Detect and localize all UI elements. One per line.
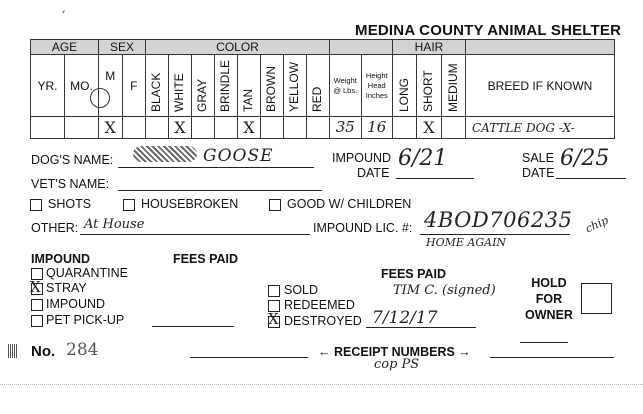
hair-short-col: SHORT <box>417 55 441 117</box>
impound-lic-label: IMPOUND LIC. #: <box>313 221 413 235</box>
impound-label: IMPOUND <box>46 297 106 311</box>
fees-paid-underline <box>152 326 234 327</box>
vets-name-label: VET'S NAME: <box>31 177 110 191</box>
other-label: OTHER: <box>31 221 79 235</box>
entry-brindle <box>215 117 238 139</box>
weight-height-header-space <box>330 40 393 55</box>
f-col: F <box>122 55 146 117</box>
impound-lic-underline <box>420 234 570 235</box>
other-underline <box>80 234 310 235</box>
entry-mo <box>65 117 99 139</box>
entry-tan: X <box>238 117 261 139</box>
animal-description-table <box>30 39 615 139</box>
number-value: 284 <box>66 340 99 360</box>
color-yellow-col: YELLOW <box>284 55 307 117</box>
sale-date-value: 6/25 <box>560 146 610 171</box>
sale-date-label-1: SALE <box>522 151 554 165</box>
redeemed-label: REDEEMED <box>284 298 355 312</box>
entry-yellow <box>284 117 307 139</box>
quarantine-label: QUARANTINE <box>46 266 128 280</box>
color-black-col: BLACK <box>146 55 169 117</box>
entry-black <box>146 117 169 139</box>
entry-breed: CATTLE DOG -X- <box>466 117 615 139</box>
entry-gray <box>192 117 215 139</box>
impound-date-label-1: IMPOUND <box>332 151 392 165</box>
impound-section-title: IMPOUND <box>31 252 91 266</box>
color-header: COLOR <box>146 40 330 55</box>
entry-white: X <box>169 117 192 139</box>
color-gray-col: GRAY <box>192 55 215 117</box>
shots-label: SHOTS <box>48 197 92 211</box>
hold-for-owner-label: HOLD FOR OWNER <box>525 276 573 322</box>
destroyed-label: DESTROYED <box>284 314 362 328</box>
vets-name-underline <box>118 190 322 191</box>
entry-height: 16 <box>361 117 393 139</box>
other-value: At House <box>84 217 145 232</box>
dog-name-label: DOG'S NAME: <box>31 153 114 167</box>
entry-short: X <box>417 117 441 139</box>
barcode-mark <box>8 344 17 358</box>
entry-yr <box>31 117 65 139</box>
sold-label: SOLD <box>284 283 319 297</box>
receipt-underline-left <box>190 357 308 358</box>
color-tan-col: TAN <box>238 55 261 117</box>
mo-col: MO. <box>65 55 99 117</box>
shots-checkbox[interactable] <box>30 199 42 211</box>
side-note: chip <box>583 213 611 236</box>
entry-brown <box>261 117 284 139</box>
dog-name-underline <box>118 167 314 168</box>
impound-date-underline <box>396 178 474 179</box>
color-red-col: RED <box>307 55 330 117</box>
sale-date-underline <box>556 178 626 179</box>
sale-date-label-2: DATE <box>522 166 555 180</box>
color-brown-col: BROWN <box>261 55 284 117</box>
breed-col: BREED IF KNOWN <box>466 55 615 117</box>
entry-weight: 35 <box>330 117 362 139</box>
entry-long <box>393 117 417 139</box>
receipt-note: cop PS <box>374 357 420 372</box>
pet-pickup-label: PET PICK-UP <box>46 313 125 327</box>
fees-paid-note: TIM C. (signed) <box>393 283 496 298</box>
housebroken-checkbox[interactable] <box>123 199 135 211</box>
number-label: No. <box>31 343 56 360</box>
hold-for-owner-box[interactable] <box>581 283 612 314</box>
stray-check-mark: X <box>30 278 41 296</box>
yr-col: YR. <box>31 55 65 117</box>
impound-date-label-2: DATE <box>357 166 390 180</box>
entry-red <box>307 117 330 139</box>
stray-label: STRAY <box>46 281 87 295</box>
hair-long-col: LONG <box>393 55 417 117</box>
sex-header: SEX <box>99 40 146 55</box>
receipt-underline-right <box>490 357 614 358</box>
age-header: AGE <box>31 40 99 55</box>
weight-col: Weight @ Lbs. <box>330 55 362 117</box>
entry-m: X <box>99 117 123 139</box>
height-col: Height Head Inches <box>361 55 393 117</box>
receipt-numbers-label: ← RECEIPT NUMBERS → <box>318 345 471 359</box>
m-col: M <box>99 55 123 117</box>
hair-header: HAIR <box>393 40 466 55</box>
scan-edge <box>0 384 643 385</box>
color-white-col: WHITE <box>169 55 192 117</box>
hair-medium-col: MEDIUM <box>441 55 465 117</box>
receipt-underline-short <box>520 342 568 343</box>
color-brindle-col: BRINDLE <box>215 55 238 117</box>
stray-mark-top: , <box>62 2 66 15</box>
good-with-children-label: GOOD W/ CHILDREN <box>287 197 412 211</box>
lic-note: HOME AGAIN <box>426 236 507 249</box>
sex-circle-mark <box>90 88 110 108</box>
impound-date-value: 6/21 <box>398 146 448 171</box>
good-with-children-checkbox[interactable] <box>269 199 281 211</box>
impound-checkbox[interactable] <box>31 299 43 311</box>
entry-medium <box>441 117 465 139</box>
pet-pickup-checkbox[interactable] <box>31 315 43 327</box>
sold-checkbox[interactable] <box>268 285 280 297</box>
shelter-title: MEDINA COUNTY ANIMAL SHELTER <box>355 22 622 39</box>
destroyed-check-mark: X <box>268 310 279 328</box>
dog-name-value: GOOSE <box>203 146 274 166</box>
destroyed-date: 7/12/17 <box>372 308 438 328</box>
impound-lic-value: 4BOD706235 <box>424 208 573 232</box>
scribble-mark <box>133 146 197 162</box>
fees-paid-label-1: FEES PAID <box>173 252 239 266</box>
housebroken-label: HOUSEBROKEN <box>141 197 239 211</box>
breed-header-space <box>466 40 615 55</box>
entry-f <box>122 117 146 139</box>
fees-paid-label-2: FEES PAID <box>381 267 447 281</box>
